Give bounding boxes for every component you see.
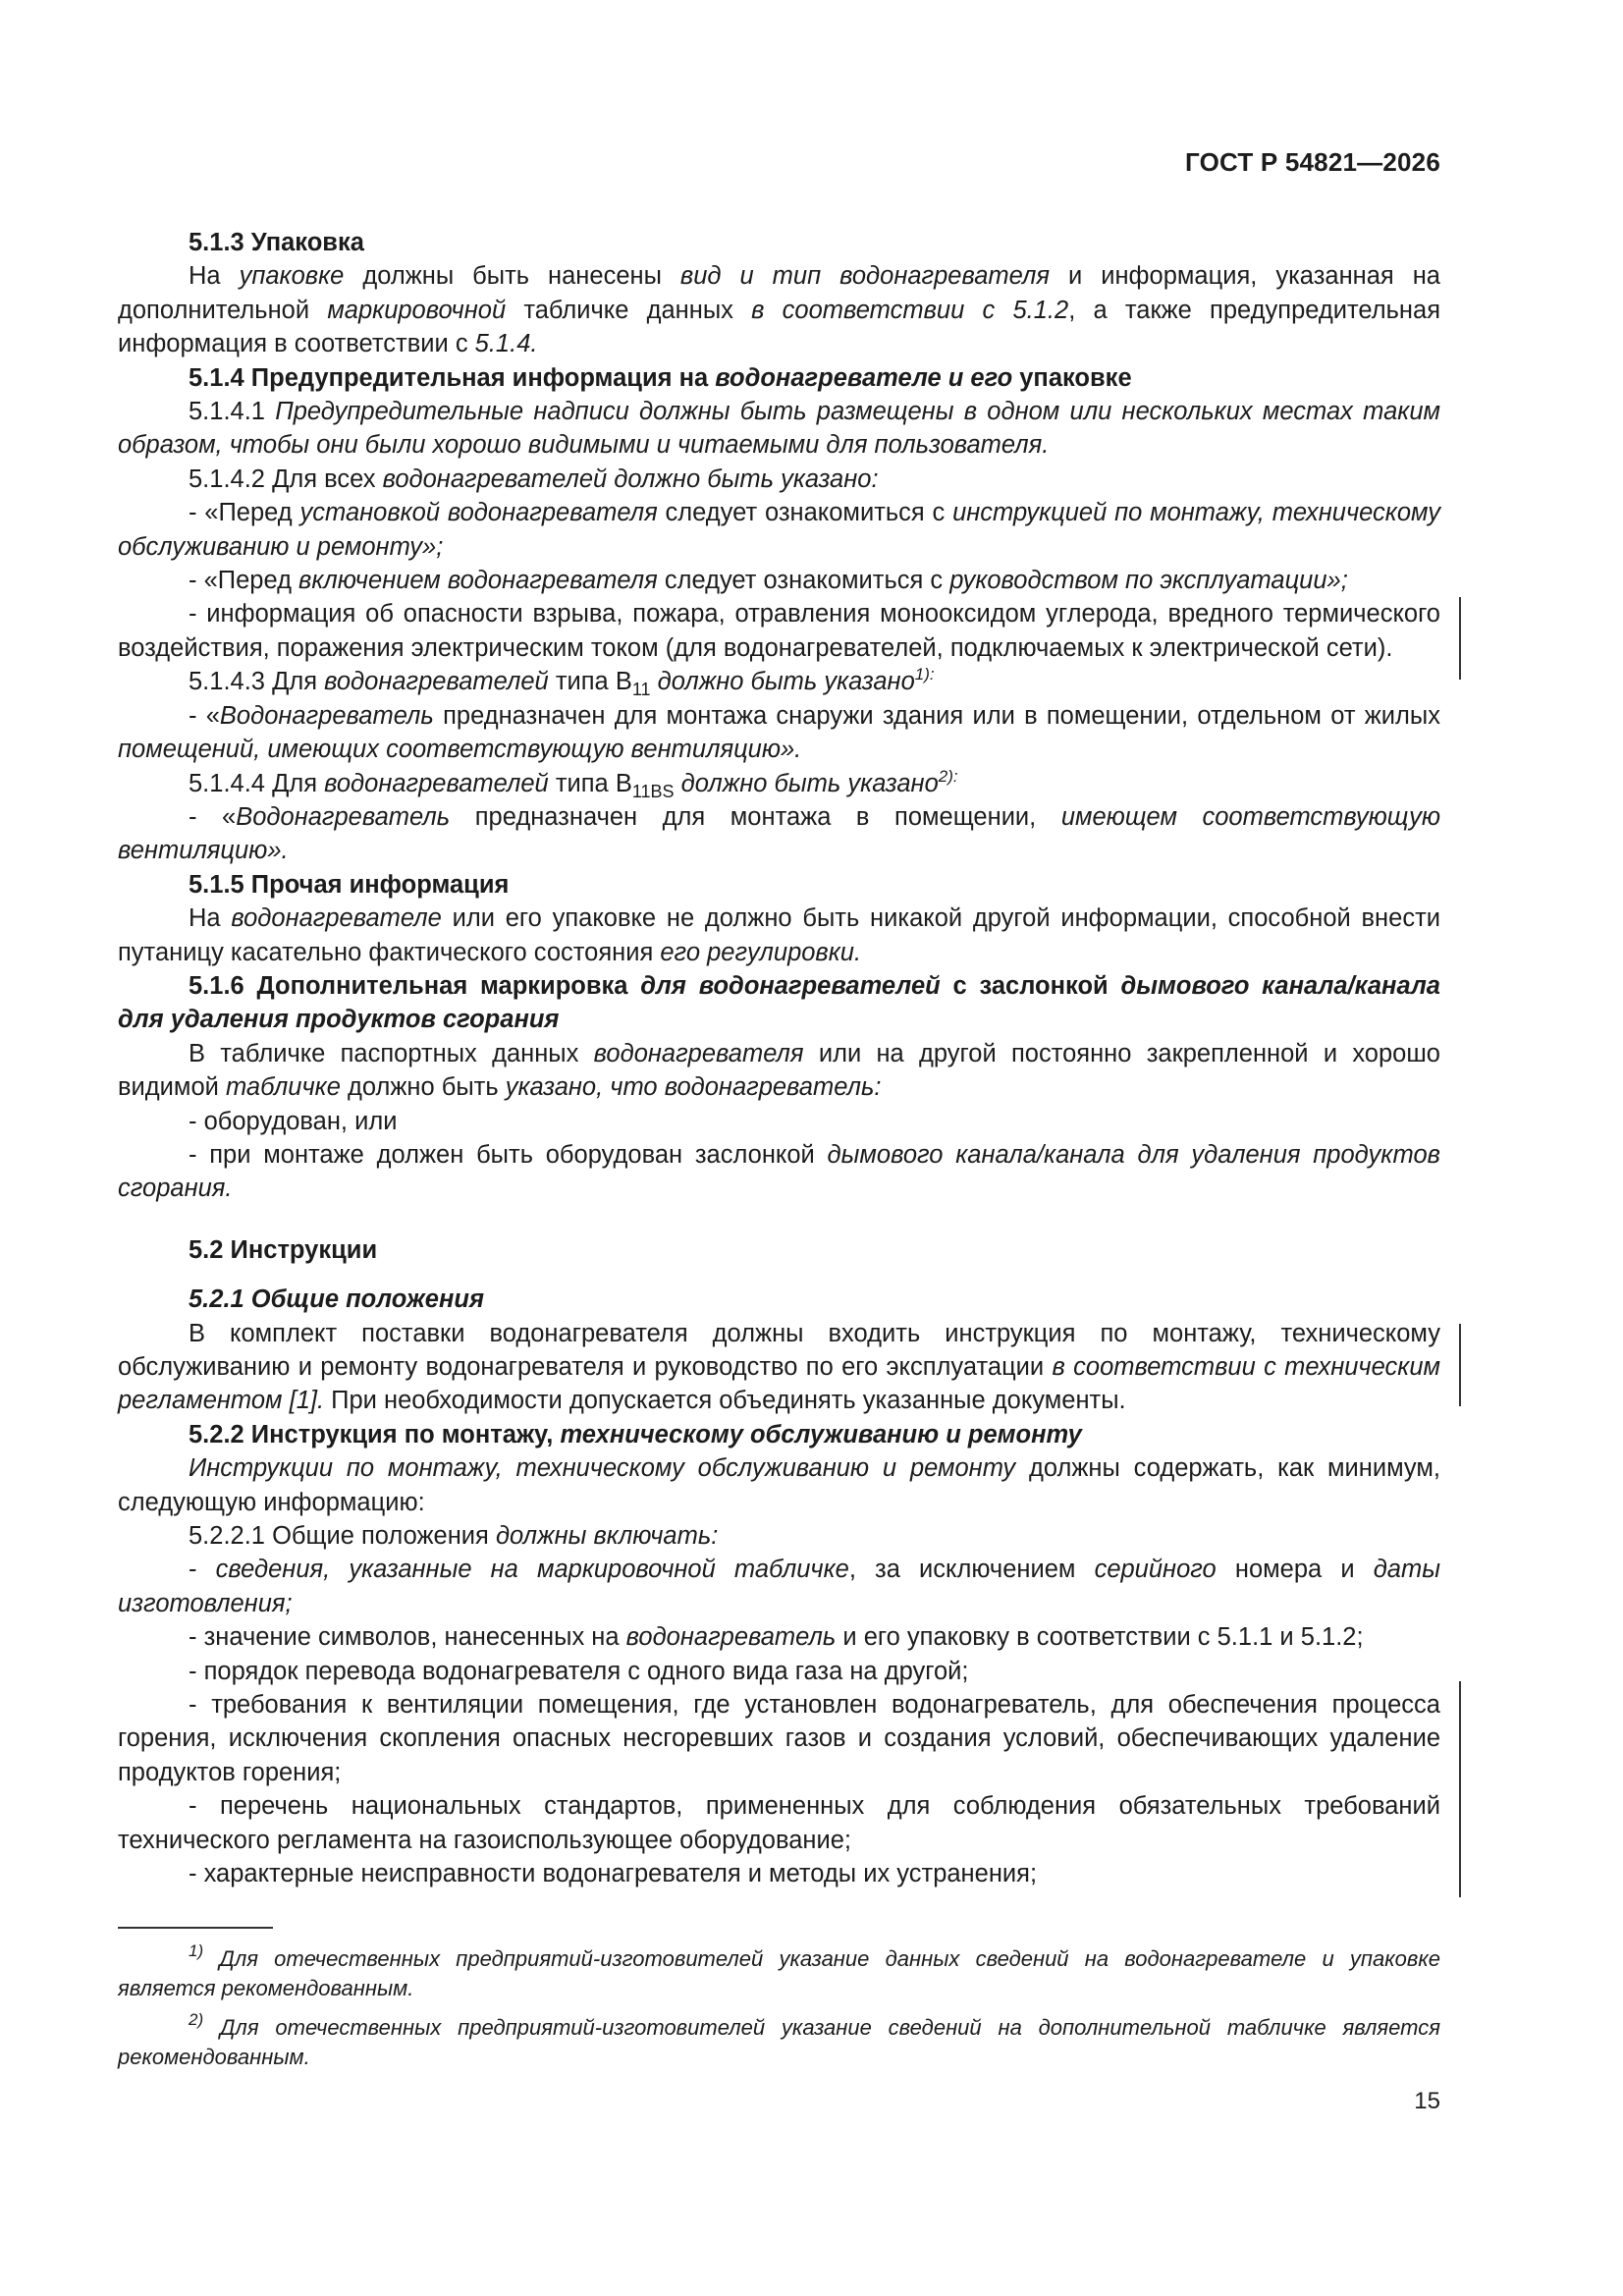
footnote-2: $^{2)}$ Для отечественных предприятий-изготовителей указание сведений на дополнительной табличке является рекомендованным. [118, 2010, 1440, 2069]
list-item: - значение символов, нанесенных на водонагреватель и его упаковку в соответствии с 5.1.1 и 5.1.2; [189, 1623, 1364, 1652]
list-item: - характерные неисправности водонагревателя и методы их устранения; [189, 1860, 1038, 1888]
section-heading-5-1-4: 5.1.4 Предупредительная информация на водонагревателе и его упаковке [189, 363, 1132, 392]
list-item: - «Водонагреватель предназначен для монтажа в помещении, имеющем соответствующую вентиляцию». [118, 802, 1440, 865]
paragraph-5-1-4-3: 5.1.4.3 Для водонагревателей типа $B_{11}$ должно быть указано$^{1):}$ [189, 665, 935, 700]
section-heading-5-1-6: 5.1.6 Дополнительная маркировка для водонагревателей с заслонкой дымового канала/канала для удаления продуктов сгорания [118, 971, 1440, 1034]
paragraph-5-1-4-1: 5.1.4.1 Предупредительные надписи должны быть размещены в одном или нескольких местах таким образом, чтобы они были хорошо видимыми и читаемыми для пользователя. [118, 398, 1440, 460]
list-item: - информация об опасности взрыва, пожара, отравления монооксидом углерода, вредного термического воздействия, поражения электрическим током (для водонагревателей, подключаемых к электрической сети). [118, 600, 1440, 662]
list-item: - сведения, указанные на маркировочной табличке, за исключением серийного номера и даты изготовления; [118, 1556, 1440, 1617]
change-bar [1459, 1324, 1461, 1406]
document-body [118, 226, 1440, 1891]
list-item: - перечень национальных стандартов, примененных для соблюдения обязательных требований технического регламента на газоиспользующее оборудование; [118, 1792, 1440, 1854]
section-heading-5-2-2: 5.2.2 Инструкция по монтажу, техническому обслуживанию и ремонту [189, 1420, 1082, 1449]
section-heading-5-2-1: 5.2.1 Общие положения [189, 1285, 484, 1314]
list-item: - оборудован, или [189, 1107, 398, 1135]
paragraph-5-1-3: На упаковке должны быть нанесены вид и тип водонагревателя и информация, указанная на дополнительной маркировочной табличке данных в соответствии с 5.1.2, а также предупредительная информация в соответствии с 5.1.4. [118, 262, 1441, 358]
list-item: - требования к вентиляции помещения, где установлен водонагреватель, для обеспечения процесса горения, исключения скопления опасных несгоревших газов и создания условий, обеспечивающих удаление продуктов горения; [118, 1691, 1440, 1786]
page-number: 15 [1414, 2088, 1440, 2114]
paragraph-5-2-2: Инструкции по монтажу, техническому обслуживанию и ремонту должны содержать, как минимум, следующую информацию: [118, 1454, 1441, 1516]
list-item: - «Водонагреватель предназначен для монтажа снаружи здания или в помещении, отдельном от жилых помещений, имеющих соответствующую вентиляцию». [118, 701, 1440, 764]
change-bar [1459, 597, 1461, 680]
list-item: - «Перед включением водонагревателя следует ознакомиться с руководством по эксплуатации»; [189, 567, 1348, 595]
change-bar [1459, 1681, 1461, 1897]
document-designation: ГОСТ Р 54821—2026 [1185, 147, 1440, 177]
section-heading-5-2: 5.2 Инструкции [189, 1235, 378, 1264]
section-heading-5-1-3: 5.1.3 Упаковка [189, 229, 364, 256]
list-item: - «Перед установкой водонагревателя следует ознакомиться с инструкцией по монтажу, техническому обслуживанию и ремонту»; [118, 499, 1440, 561]
list-item: - порядок перевода водонагревателя с одного вида газа на другой; [189, 1657, 969, 1685]
footnote-separator [118, 1927, 273, 1929]
section-heading-5-1-5: 5.1.5 Прочая информация [189, 870, 510, 899]
paragraph-5-1-4-2: 5.1.4.2 Для всех водонагревателей должно быть указано: [189, 465, 879, 493]
paragraph-5-2-2-1: 5.2.2.1 Общие положения должны включать: [189, 1522, 719, 1551]
paragraph-5-1-5: На водонагревателе или его упаковке не должно быть никакой другой информации, способной внести путаницу касательно фактического состояния его регулировки. [118, 904, 1440, 966]
list-item: - при монтаже должен быть оборудован заслонкой дымового канала/канала для удаления продуктов сгорания. [118, 1140, 1440, 1203]
footnotes [118, 1941, 1440, 2082]
paragraph-5-1-6: В табличке паспортных данных водонагревателя или на другой постоянно закрепленной и хорошо видимой табличке должно быть указано, что водонагреватель: [118, 1039, 1440, 1102]
paragraph-5-2-1: В комплект поставки водонагревателя должны входить инструкция по монтажу, техническому обслуживанию и ремонту водонагревателя и руководство по его эксплуатации в соответствии с техническим регламентом [1]. При необходимости допускается объединять указанные документы. [118, 1319, 1440, 1415]
footnote-1: $^{1)}$ Для отечественных предприятий-изготовителей указание данных сведений на водонагревателе и упаковке является рекомендованным. [118, 1941, 1440, 2000]
paragraph-5-1-4-4: 5.1.4.4 Для водонагревателей типа $B_{11BS}$ должно быть указано$^{2):}$ [189, 766, 958, 801]
